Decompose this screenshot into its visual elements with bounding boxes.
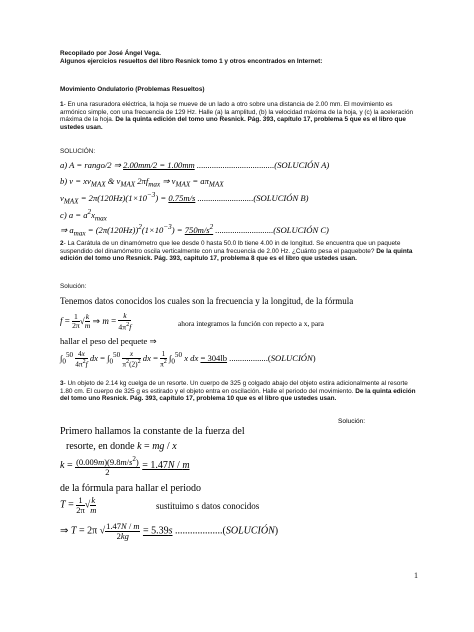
problem-1-source: De la quinta edición del tomo uno Resnick. Pág. 393, capítulo 17, problema 5 que es el libro que ustedes usan. bbox=[60, 116, 406, 131]
problem-3-text: 3- Un objeto de 2.14 kg cuelga de un resorte. Un cuerpo de 325 g colgado abajo del objeto estira adicionalmente al resorte 1.80 cm. El cuerpo de 325 g es estirado y el objeto entra en oscilación. Halle el periodo del movimiento. De la quinta edición del tomo uno Resnick. Pág. 393, capítulo 17, problema 10 que es el libro que ustedes usan. bbox=[60, 380, 416, 403]
problem-2-text: 2- La Carátula de un dinamómetro que lee desde 0 hasta 50.0 lb tiene 4.00 in de longitud. Se encuentra que un paquete suspendido del dinamómetro oscila verticalmente con una frecuencia de 2.00 Hz. ¿Cuánto pesa el paquebote? De la quinta edición del tomo uno Resnick. Pág. 393, capitulo 17, problema 8 que es el libro que ustedes usan. bbox=[60, 240, 413, 263]
problem-3-eq-k: k = $\frac{(0.009m)(9.8m/s^2)}{2}$ = 1.47N / m bbox=[60, 455, 190, 477]
problem-3-number: 3 bbox=[60, 380, 64, 387]
page-number: 1 bbox=[414, 571, 418, 580]
problem-2-source: De la quinta edición del tomo uno Resnick. Pág. 393, capitulo 17, problema 8 que es el libro que ustedes usan. bbox=[60, 247, 413, 263]
problem-1-solution-label: SOLUCIÓN: bbox=[60, 148, 96, 155]
problem-3-eq-T: ⇒ T = 2π √ $\frac{1.47N / m}{2kg}$ = 5.39s ...................(SOLUCIÓN) bbox=[60, 521, 279, 541]
problem-3-line-3: de la fórmula para hallar el periodo bbox=[60, 483, 202, 494]
problem-2-line-2: ahora integramos la función con repecto a x, para bbox=[178, 319, 324, 328]
problem-1-eq-a: a) A = rango/2 ⇒ 2.00mm/2 = 1.00mm ....................................(SOLUCIÓN A) bbox=[60, 160, 330, 170]
problem-1-eq-c2: ⇒ $a_{max} = (2\pi(120Hz))^2(1\times 10^{-3}) = 750m/s^2$ ...........................(SOLUCIÓN C) bbox=[60, 223, 329, 238]
section-title: Movimiento Ondulatorio (Problemas Resueltos) bbox=[60, 86, 205, 93]
problem-2-line-3: hallar el peso del pequete ⇒ bbox=[60, 336, 157, 346]
problem-1-eq-c1: c) $a = a^2x_{max}$ bbox=[60, 208, 107, 223]
problem-3-line-4: sustituimo s datos conocidos bbox=[156, 501, 260, 511]
problem-1-text: 1- En una rasuradora eléctrica, la hoja se mueve de un lado a otro sobre una distancia de 2.00 mm. El movimiento es armónico simple, con una frecuencia de 129 Hz. Halle (a) la amplitud, (b) la velocidad máxima de la hoja, y (c) la aceleración máxima de la hoja. De la quinta edición del tomo uno Resnick. Pág. 393, capítulo 17, problema 5 que es el libro que ustedes usan. bbox=[60, 101, 414, 131]
problem-2-line-1: Tenemos datos conocidos los cuales son la frecuencia y la longitud, de la fórmula bbox=[60, 296, 354, 306]
problem-3-line-1: Primero hallamos la constante de la fuerza del bbox=[60, 426, 245, 437]
problem-3-line-2: resorte, en donde k = mg / x bbox=[66, 441, 177, 452]
header-subtitle: Algunos ejercicios resueltos del libro Resnick tomo 1 y otros encontrados en Internet: bbox=[60, 58, 323, 65]
header-author: Recopilado por José Ángel Vega. bbox=[60, 50, 161, 57]
problem-1-eq-b2: $\nu_{MAX} = 2\pi(120Hz)(1\times 10^{-3}) = 0.75m/s$ ..........................(SOLUCIÓN B) bbox=[60, 191, 309, 206]
problem-3-period-formula: T = $\frac{1}{2\pi}$ √ $\frac{k}{m}$ bbox=[60, 495, 97, 515]
problem-2-number: 2 bbox=[60, 240, 64, 247]
problem-2-formula: f = $\frac{1}{2\pi}$ √ $\frac{k}{m}$ ⇒ m = $\frac{k}{4\pi^2f}$ bbox=[60, 311, 132, 332]
problem-1-number: 1 bbox=[60, 101, 64, 108]
problem-2-solution-label: Solución: bbox=[60, 283, 87, 290]
problem-1-eq-b1: b) $v = x\nu_{MAX}$ & $\nu_{MAX}$ $2\pi f_{max}$ ⇒ $\nu_{MAX} = a\pi_{MAX}$ bbox=[60, 176, 224, 189]
problem-3-source: De la quinta edición del tomo uno Resnick. Pág. 393, capítulo 17, problema 10 que es el libro que ustedes usan. bbox=[60, 387, 416, 403]
problem-2-integral: $\int_0^{50}$ $\frac{4x}{4\pi^2f}$ dx = $\int_0^{50}$ $\frac{x}{\pi^2(2)^2}$ dx = $\frac{1}{\pi^2}$ $\int_0^{50}$ x dx = 304lb ..................(SOLUCIÓN) bbox=[60, 349, 316, 369]
problem-3-solution-label: Solución: bbox=[338, 418, 366, 425]
